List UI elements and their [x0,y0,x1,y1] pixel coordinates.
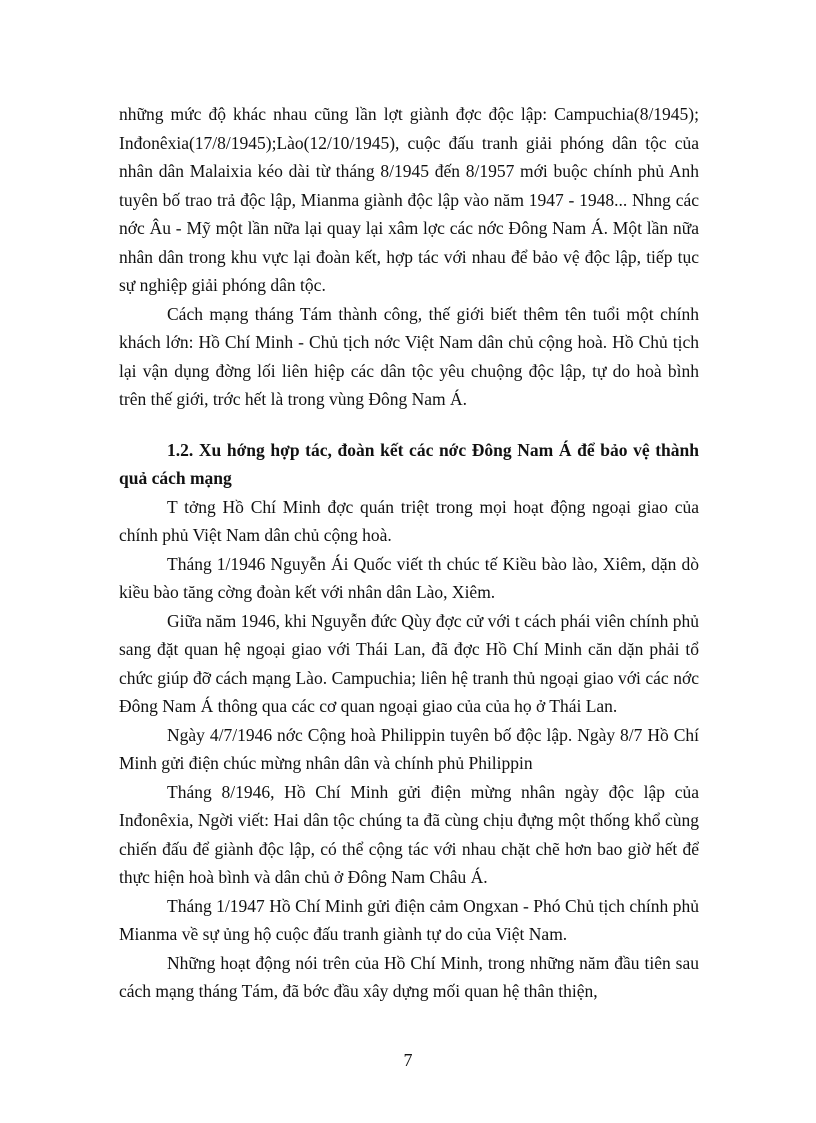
paragraph-ideology: T tởng Hồ Chí Minh đợc quán triệt trong mọi hoạt động ngoại giao của chính phủ Việt Nam dân chủ cộng hoà. [119,496,699,545]
paragraph-conclusion: Những hoạt động nói trên của Hồ Chí Minh, trong những năm đầu tiên sau cách mạng tháng Tám, đã bớc đầu xây dựng mối quan hệ thân thiện, [119,952,699,1001]
paragraph-myanmar: Tháng 1/1947 Hồ Chí Minh gửi điện cảm Ongxan - Phó Chủ tịch chính phủ Mianma về sự ủng hộ cuộc đấu tranh giành tự do của Việt Nam. [119,895,699,944]
paragraph-mid-1946: Giữa năm 1946, khi Nguyễn đức Qùy đợc cử với t cách phái viên chính phủ sang đặt quan hệ ngoại giao với Thái Lan, đã đợc Hồ Chí Minh căn dặn phải tổ chức giúp đỡ cách mạng Lào. Campuchia; liên hệ tranh thủ ngoại giao với các nớc Đông Nam Á thông qua các cơ quan ngoại giao của của họ ở Thái Lan. [119,610,699,716]
page-number: 7 [403,1050,413,1070]
paragraph-revolution: Cách mạng tháng Tám thành công, thế giới biết thêm tên tuổi một chính khách lớn: Hồ Chí Minh - Chủ tịch nớc Việt Nam dân chủ cộng hoà. Hồ Chủ tịch lại vận dụng đờng lối liên hiệp các dân tộc yêu chuộng độc lập, tự do hoà bình trên thế giới, trớc hết là trong vùng Đông Nam Á. [119,303,699,409]
paragraph-philippines: Ngày 4/7/1946 nớc Cộng hoà Philippin tuyên bố độc lập. Ngày 8/7 Hồ Chí Minh gửi điện chúc mừng nhân dân và chính phủ Philippin [119,724,699,773]
paragraph-continuation: những mức độ khác nhau cũng lần lợt giành đợc độc lập: Campuchia(8/1945); Inđonêxia(17/8/1945);Lào(12/10/1945), cuộc đấu tranh giải phóng dân tộc của nhân dân Malaixia kéo dài từ tháng 8/1945 đến 8/1957 mới buộc chính phủ Anh tuyên bố trao trả độc lập, Mianma giành độc lập vào năm 1947 - 1948... Nhng các nớc Âu - Mỹ một lần nữa lại quay lại xâm lợc các nớc Đông Nam Á. Một lần nữa nhân dân trong khu vực lại đoàn kết, hợp tác với nhau để bảo vệ độc lập, tiếp tục sự nghiệp giải phóng dân tộc. [119,104,699,295]
paragraph-indonesia: Tháng 8/1946, Hồ Chí Minh gửi điện mừng nhân ngày độc lập của Inđonêxia, Ngời viết: Hai dân tộc chúng ta đã cùng chịu đựng một thống khổ cùng chiến đấu để giành độc lập, có thể cộng tác với nhau chặt chẽ hơn bao giờ hết để thực hiện hoà bình và dân chủ ở Đông Nam Châu Á. [119,781,699,887]
paragraph-jan-1946: Tháng 1/1946 Nguyễn Ái Quốc viết th chúc tế Kiều bào lào, Xiêm, dặn dò kiều bào tăng cờng đoàn kết với nhân dân Lào, Xiêm. [119,553,699,602]
body-text [119,100,699,1006]
section-heading: 1.2. Xu hớng hợp tác, đoàn kết các nớc Đông Nam Á để bảo vệ thành quả cách mạng [119,439,699,488]
